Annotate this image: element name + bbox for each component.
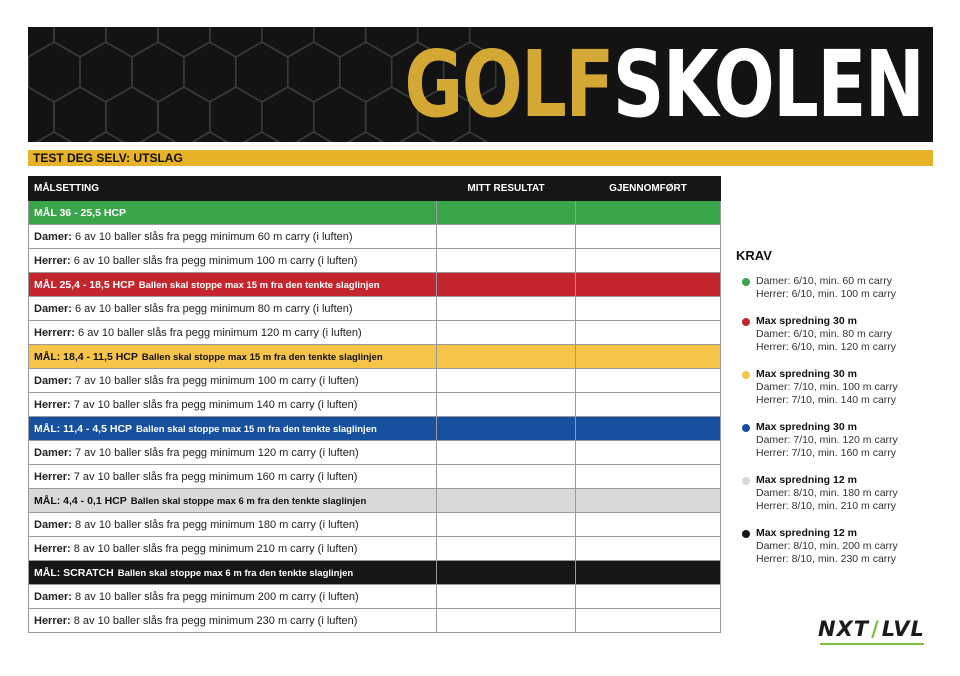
requirement-cell [29, 441, 437, 465]
goal-completed-cell [576, 489, 721, 513]
result-input-cell[interactable] [437, 609, 576, 633]
gender-label: Damer: [34, 518, 72, 531]
requirement-text: 7 av 10 baller slås fra pegg minimum 160 m carry (i luften) [73, 470, 358, 483]
column-header-goal: MÅLSETTING [29, 177, 437, 201]
requirement-cell [29, 369, 437, 393]
requirement-item [736, 368, 936, 407]
result-input-cell[interactable] [437, 249, 576, 273]
goal-header-row [29, 489, 721, 513]
gender-label: Herrerr: [34, 326, 75, 339]
requirement-text: 8 av 10 baller slås fra pegg minimum 180 m carry (i luften) [74, 518, 359, 531]
goal-title: MÅL: 18,4 - 11,5 HCP [34, 350, 138, 363]
logo-right: LVL [881, 617, 925, 641]
requirement-cell [29, 321, 437, 345]
goal-result-cell [437, 273, 576, 297]
requirement-item [736, 315, 936, 354]
requirement-text: 6 av 10 baller slås fra pegg minimum 100 m carry (i luften) [73, 254, 358, 267]
requirement-line: Damer: 7/10, min. 120 m carry [756, 434, 898, 446]
requirement-cell [29, 585, 437, 609]
goal-completed-cell [576, 417, 721, 441]
color-dot-icon [742, 530, 750, 538]
goal-result-cell [437, 345, 576, 369]
goal-note: Ballen skal stoppe max 6 m fra den tenkte slaglinjen [117, 567, 354, 579]
column-header-result: MITT RESULTAT [437, 177, 576, 201]
completed-checkbox-cell[interactable] [576, 465, 721, 489]
requirement-text: 6 av 10 baller slås fra pegg minimum 80 m carry (i luften) [74, 302, 353, 315]
gender-label: Damer: [34, 230, 72, 243]
logo-underline [820, 643, 924, 645]
requirement-head: Max spredning 12 m [756, 474, 857, 486]
table-header-row [29, 177, 721, 201]
completed-checkbox-cell[interactable] [576, 609, 721, 633]
requirement-line: Herrer: 6/10, min. 120 m carry [756, 341, 897, 353]
goal-note: Ballen skal stoppe max 15 m fra den tenkte slaglinjen [141, 351, 383, 363]
completed-checkbox-cell[interactable] [576, 393, 721, 417]
table-row [29, 369, 721, 393]
requirement-head: Max spredning 30 m [756, 368, 857, 380]
requirement-text: 7 av 10 baller slås fra pegg minimum 140 m carry (i luften) [73, 398, 358, 411]
result-input-cell[interactable] [437, 441, 576, 465]
table-row [29, 513, 721, 537]
goal-title: MÅL: 11,4 - 4,5 HCP [34, 422, 133, 435]
table-row [29, 225, 721, 249]
requirement-line: Herrer: 8/10, min. 210 m carry [756, 500, 897, 512]
completed-checkbox-cell[interactable] [576, 513, 721, 537]
gender-label: Damer: [34, 590, 72, 603]
gender-label: Damer: [34, 446, 72, 459]
goal-title: MÅL: SCRATCH [34, 566, 114, 579]
goal-label [29, 273, 437, 297]
color-dot-icon [742, 477, 750, 485]
requirements-title: KRAV [736, 248, 772, 263]
result-input-cell[interactable] [437, 585, 576, 609]
column-header-completed: GJENNOMFØRT [576, 177, 721, 201]
page-title [404, 33, 923, 136]
requirement-cell [29, 225, 437, 249]
goal-completed-cell [576, 273, 721, 297]
completed-checkbox-cell[interactable] [576, 249, 721, 273]
requirement-line: Damer: 6/10, min. 80 m carry [756, 328, 892, 340]
completed-checkbox-cell[interactable] [576, 225, 721, 249]
requirement-cell [29, 297, 437, 321]
requirement-item [736, 474, 936, 513]
table-row [29, 537, 721, 561]
completed-checkbox-cell[interactable] [576, 321, 721, 345]
table-row [29, 249, 721, 273]
completed-checkbox-cell[interactable] [576, 441, 721, 465]
requirement-cell [29, 609, 437, 633]
goal-header-row [29, 561, 721, 585]
goal-label [29, 489, 437, 513]
goal-result-cell [437, 561, 576, 585]
table-body [29, 201, 721, 633]
color-dot-icon [742, 318, 750, 326]
completed-checkbox-cell[interactable] [576, 585, 721, 609]
goal-header-row [29, 201, 721, 225]
gender-label: Herrer: [34, 470, 71, 483]
result-input-cell[interactable] [437, 321, 576, 345]
requirements-panel [736, 248, 936, 580]
requirement-line: Damer: 8/10, min. 180 m carry [756, 487, 898, 499]
requirement-line: Damer: 6/10, min. 60 m carry [756, 275, 892, 287]
result-input-cell[interactable] [437, 225, 576, 249]
table-row [29, 585, 721, 609]
requirement-cell [29, 513, 437, 537]
goal-header-row [29, 417, 721, 441]
goal-result-cell [437, 417, 576, 441]
title-skolen: SKOLEN [612, 31, 923, 138]
goal-note: Ballen skal stoppe max 15 m fra den tenkte slaglinjen [138, 279, 380, 291]
requirement-line: Herrer: 6/10, min. 100 m carry [756, 288, 897, 300]
requirements-list [736, 275, 936, 566]
result-input-cell[interactable] [437, 393, 576, 417]
goal-result-cell [437, 489, 576, 513]
requirement-text: 6 av 10 baller slås fra pegg minimum 60 m carry (i luften) [74, 230, 353, 243]
gender-label: Damer: [34, 374, 72, 387]
requirement-item [736, 527, 936, 566]
requirement-text: 8 av 10 baller slås fra pegg minimum 210 m carry (i luften) [73, 542, 358, 555]
completed-checkbox-cell[interactable] [576, 537, 721, 561]
goal-header-row [29, 273, 721, 297]
color-dot-icon [742, 424, 750, 432]
requirement-line: Herrer: 7/10, min. 140 m carry [756, 394, 897, 406]
gender-label: Herrer: [34, 398, 71, 411]
requirement-head: Max spredning 12 m [756, 527, 857, 539]
table-row [29, 297, 721, 321]
goal-label [29, 201, 437, 225]
goal-header-row [29, 345, 721, 369]
goal-label [29, 561, 437, 585]
requirement-item [736, 275, 936, 301]
logo-left: NXT [818, 617, 870, 641]
goals-table [28, 176, 721, 633]
requirement-text: 7 av 10 baller slås fra pegg minimum 100 m carry (i luften) [74, 374, 359, 387]
requirement-head: Max spredning 30 m [756, 421, 857, 433]
goal-label [29, 417, 437, 441]
requirement-text: 6 av 10 baller slås fra pegg minimum 120 m carry (i luften) [78, 326, 362, 339]
section-subtitle: TEST DEG SELV: UTSLAG [28, 150, 933, 166]
goal-title: MÅL 25,4 - 18,5 HCP [34, 278, 135, 291]
goal-completed-cell [576, 345, 721, 369]
goal-title: MÅL 36 - 25,5 HCP [34, 206, 127, 219]
goal-result-cell [437, 201, 576, 225]
result-input-cell[interactable] [437, 537, 576, 561]
goal-label [29, 345, 437, 369]
table-row [29, 465, 721, 489]
requirement-item [736, 421, 936, 460]
table-row [29, 441, 721, 465]
gender-label: Herrer: [34, 614, 71, 627]
gender-label: Herrer: [34, 542, 71, 555]
result-input-cell[interactable] [437, 297, 576, 321]
table-row [29, 609, 721, 633]
requirement-text: 8 av 10 baller slås fra pegg minimum 200 m carry (i luften) [74, 590, 359, 603]
table-row [29, 321, 721, 345]
requirement-text: 8 av 10 baller slås fra pegg minimum 230 m carry (i luften) [73, 614, 358, 627]
color-dot-icon [742, 371, 750, 379]
requirement-head: Max spredning 30 m [756, 315, 857, 327]
requirement-cell [29, 393, 437, 417]
requirement-line: Damer: 8/10, min. 200 m carry [756, 540, 898, 552]
gender-label: Damer: [34, 302, 72, 315]
requirement-cell [29, 465, 437, 489]
goal-note: Ballen skal stoppe max 15 m fra den tenkte slaglinjen [136, 423, 377, 435]
requirement-line: Damer: 7/10, min. 100 m carry [756, 381, 898, 393]
nxt-lvl-logo [818, 617, 928, 647]
color-dot-icon [742, 278, 750, 286]
result-input-cell[interactable] [437, 465, 576, 489]
gender-label: Herrer: [34, 254, 71, 267]
result-input-cell[interactable] [437, 369, 576, 393]
requirement-text: 7 av 10 baller slås fra pegg minimum 120 m carry (i luften) [74, 446, 359, 459]
result-input-cell[interactable] [437, 513, 576, 537]
goal-title: MÅL: 4,4 - 0,1 HCP [34, 494, 127, 507]
header-banner [28, 27, 933, 142]
table-row [29, 393, 721, 417]
logo-slash-icon: / [871, 617, 880, 641]
goal-note: Ballen skal stoppe max 6 m fra den tenkte slaglinjen [130, 495, 367, 507]
completed-checkbox-cell[interactable] [576, 297, 721, 321]
requirement-cell [29, 249, 437, 273]
requirement-cell [29, 537, 437, 561]
requirement-line: Herrer: 7/10, min. 160 m carry [756, 447, 897, 459]
goal-completed-cell [576, 561, 721, 585]
requirement-line: Herrer: 8/10, min. 230 m carry [756, 553, 897, 565]
title-golf: GOLF [404, 31, 613, 138]
completed-checkbox-cell[interactable] [576, 369, 721, 393]
goal-completed-cell [576, 201, 721, 225]
